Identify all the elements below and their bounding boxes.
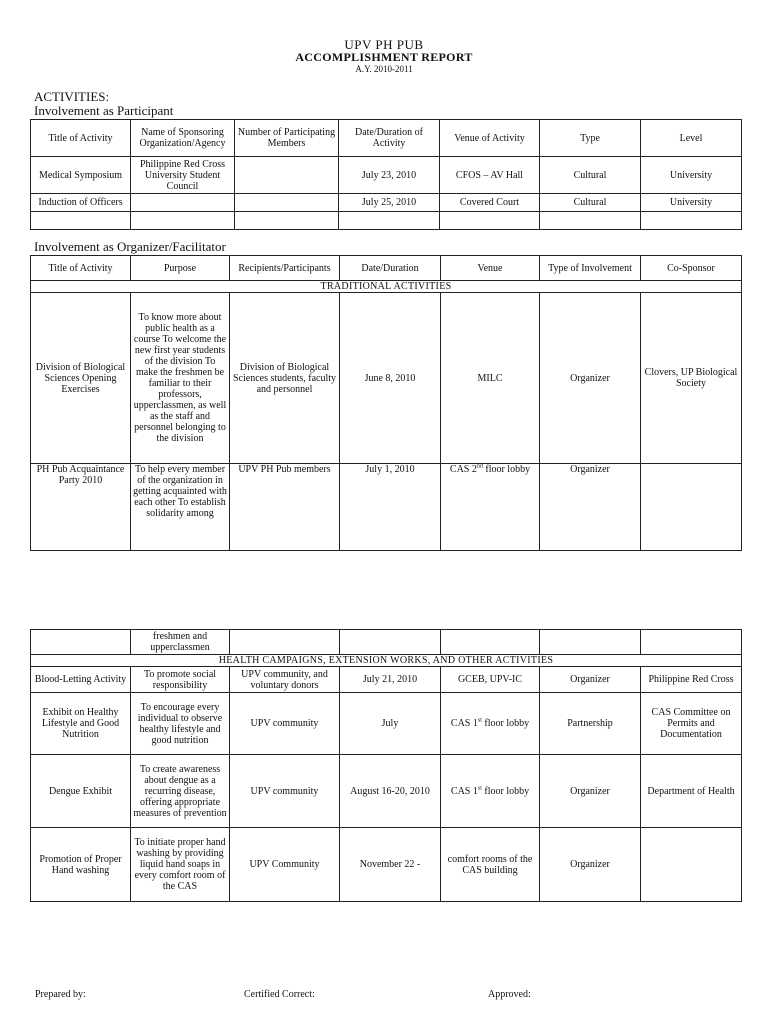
table-cell: Organizer bbox=[540, 464, 641, 551]
table-cell: CAS Committee on Permits and Documentation bbox=[641, 693, 742, 755]
table-cell: Dengue Exhibit bbox=[31, 755, 131, 828]
column-header: Type of Involvement bbox=[540, 256, 641, 281]
organizer-table bbox=[30, 255, 742, 551]
column-header: Co-Sponsor bbox=[641, 256, 742, 281]
activities-heading: ACTIVITIES: bbox=[34, 89, 110, 104]
table-cell: Promotion of Proper Hand washing bbox=[31, 828, 131, 902]
table-cell: To promote social responsibility bbox=[131, 667, 230, 693]
table-cell: Cultural bbox=[540, 194, 641, 212]
organizer-table-continued bbox=[30, 629, 742, 902]
column-header: Date/Duration bbox=[340, 256, 441, 281]
table-cell: Blood-Letting Activity bbox=[31, 667, 131, 693]
table-cell bbox=[641, 630, 742, 655]
table-cell: Division of Biological Sciences Opening Exercises bbox=[31, 293, 131, 464]
table-row bbox=[31, 212, 742, 230]
column-header: Title of Activity bbox=[31, 120, 131, 157]
column-header: Level bbox=[641, 120, 742, 157]
table-cell: Philippine Red Cross bbox=[641, 667, 742, 693]
table-cell: Exhibit on Healthy Lifestyle and Good Nutrition bbox=[31, 693, 131, 755]
org-name: UPV PH PUB bbox=[344, 37, 424, 52]
table-cell: Cultural bbox=[540, 157, 641, 194]
table-cell bbox=[440, 212, 540, 230]
table-cell: University bbox=[641, 194, 742, 212]
table-cell bbox=[540, 630, 641, 655]
table-cell: July 23, 2010 bbox=[339, 157, 440, 194]
table-cell bbox=[131, 212, 235, 230]
table-cell bbox=[235, 194, 339, 212]
table-cell: UPV community bbox=[230, 693, 340, 755]
table-row bbox=[31, 828, 742, 902]
table-cell: MILC bbox=[441, 293, 540, 464]
column-header: Recipients/Participants bbox=[230, 256, 340, 281]
table-cell: To know more about public health as a course To welcome the new first year students of the division To make the freshmen be familiar to their professors, upperclassmen, as well as the staff and personnel belonging to the division bbox=[131, 293, 230, 464]
table-cell: GCEB, UPV-IC bbox=[441, 667, 540, 693]
table-cell: Induction of Officers bbox=[31, 194, 131, 212]
table-cell: CFOS – AV Hall bbox=[440, 157, 540, 194]
table-cell: Partnership bbox=[540, 693, 641, 755]
table-cell bbox=[235, 212, 339, 230]
table-row bbox=[31, 157, 742, 194]
table-cell: Organizer bbox=[540, 293, 641, 464]
table-header-row bbox=[31, 256, 742, 281]
table-cell: UPV community, and voluntary donors bbox=[230, 667, 340, 693]
table-cell: comfort rooms of the CAS building bbox=[441, 828, 540, 902]
health-campaigns-banner: HEALTH CAMPAIGNS, EXTENSION WORKS, AND OTHER ACTIVITIES bbox=[31, 655, 742, 667]
table-cell: freshmen and upperclassmen bbox=[131, 630, 230, 655]
table-cell: UPV Community bbox=[230, 828, 340, 902]
column-header: Number of Participating Members bbox=[235, 120, 339, 157]
table-row bbox=[31, 293, 742, 464]
table-header-row bbox=[31, 120, 742, 157]
certified-correct-label: Certified Correct: bbox=[244, 989, 315, 1000]
table-cell bbox=[339, 212, 440, 230]
table-row bbox=[31, 630, 742, 655]
table-cell: November 22 - bbox=[340, 828, 441, 902]
column-header: Venue of Activity bbox=[440, 120, 540, 157]
academic-year: A.Y. 2010-2011 bbox=[355, 64, 413, 74]
table-cell bbox=[235, 157, 339, 194]
table-row bbox=[31, 464, 742, 551]
venue-text: floor lobby bbox=[481, 718, 530, 729]
table-cell bbox=[441, 755, 540, 828]
table-cell: July bbox=[340, 693, 441, 755]
table-cell: Organizer bbox=[540, 667, 641, 693]
venue-text: floor lobby bbox=[481, 785, 530, 797]
ordinal-suffix: nd bbox=[476, 463, 483, 470]
table-cell: August 16-20, 2010 bbox=[340, 755, 441, 828]
table-cell: Organizer bbox=[540, 755, 641, 828]
approved-label: Approved: bbox=[488, 989, 531, 1000]
table-cell: Medical Symposium bbox=[31, 157, 131, 194]
table-cell: Philippine Red Cross University Student Council bbox=[131, 157, 235, 194]
table-cell: Department of Health bbox=[641, 755, 742, 828]
table-cell bbox=[641, 464, 742, 551]
organizer-section-label: Involvement as Organizer/Facilitator bbox=[34, 239, 226, 254]
table-cell: Clovers, UP Biological Society bbox=[641, 293, 742, 464]
table-cell: To encourage every individual to observe healthy lifestyle and good nutrition bbox=[131, 693, 230, 755]
table-cell: To initiate proper hand washing by providing liquid hand soaps in every comfort room of the CAS bbox=[131, 828, 230, 902]
table-row bbox=[31, 194, 742, 212]
venue-text: CAS 1 bbox=[450, 718, 478, 729]
table-cell: July 21, 2010 bbox=[340, 667, 441, 693]
table-cell bbox=[641, 212, 742, 230]
table-cell bbox=[31, 212, 131, 230]
section-banner-row bbox=[31, 281, 742, 293]
table-cell bbox=[441, 630, 540, 655]
table-cell: June 8, 2010 bbox=[340, 293, 441, 464]
participant-table bbox=[30, 119, 742, 230]
table-cell: PH Pub Acquaintance Party 2010 bbox=[31, 464, 131, 551]
column-header: Title of Activity bbox=[31, 256, 131, 281]
table-row bbox=[31, 667, 742, 693]
column-header: Purpose bbox=[131, 256, 230, 281]
venue-text: CAS 1 bbox=[450, 785, 478, 797]
table-cell: Organizer bbox=[540, 828, 641, 902]
table-cell bbox=[441, 693, 540, 755]
column-header: Type bbox=[540, 120, 641, 157]
report-title: ACCOMPLISHMENT REPORT bbox=[295, 50, 473, 64]
ordinal-suffix: st bbox=[477, 717, 482, 724]
table-cell: July 1, 2010 bbox=[340, 464, 441, 551]
table-cell bbox=[31, 630, 131, 655]
column-header: Name of Sponsoring Organization/Agency bbox=[131, 120, 235, 157]
prepared-by-label: Prepared by: bbox=[35, 989, 86, 1000]
column-header: Date/Duration of Activity bbox=[339, 120, 440, 157]
table-cell: Division of Biological Sciences students, faculty and personnel bbox=[230, 293, 340, 464]
participant-section-label: Involvement as Participant bbox=[34, 103, 174, 118]
section-banner-row bbox=[31, 655, 742, 667]
table-cell: University bbox=[641, 157, 742, 194]
table-cell bbox=[540, 212, 641, 230]
table-cell bbox=[131, 194, 235, 212]
table-cell bbox=[230, 630, 340, 655]
table-row bbox=[31, 755, 742, 828]
table-cell: To help every member of the organization in getting acquainted with each other To establish solidarity among bbox=[131, 464, 230, 551]
venue-text: floor lobby bbox=[482, 464, 531, 475]
venue-text: CAS 2 bbox=[449, 464, 477, 475]
table-cell: Covered Court bbox=[440, 194, 540, 212]
ordinal-suffix: st bbox=[477, 785, 482, 792]
table-row bbox=[31, 693, 742, 755]
column-header: Venue bbox=[441, 256, 540, 281]
table-cell bbox=[441, 464, 540, 551]
table-cell: UPV community bbox=[230, 755, 340, 828]
table-cell bbox=[641, 828, 742, 902]
table-cell: UPV PH Pub members bbox=[230, 464, 340, 551]
table-cell: To create awareness about dengue as a recurring disease, offering appropriate measures of prevention bbox=[131, 755, 230, 828]
traditional-activities-banner: TRADITIONAL ACTIVITIES bbox=[31, 281, 742, 293]
table-cell bbox=[340, 630, 441, 655]
table-cell: July 25, 2010 bbox=[339, 194, 440, 212]
